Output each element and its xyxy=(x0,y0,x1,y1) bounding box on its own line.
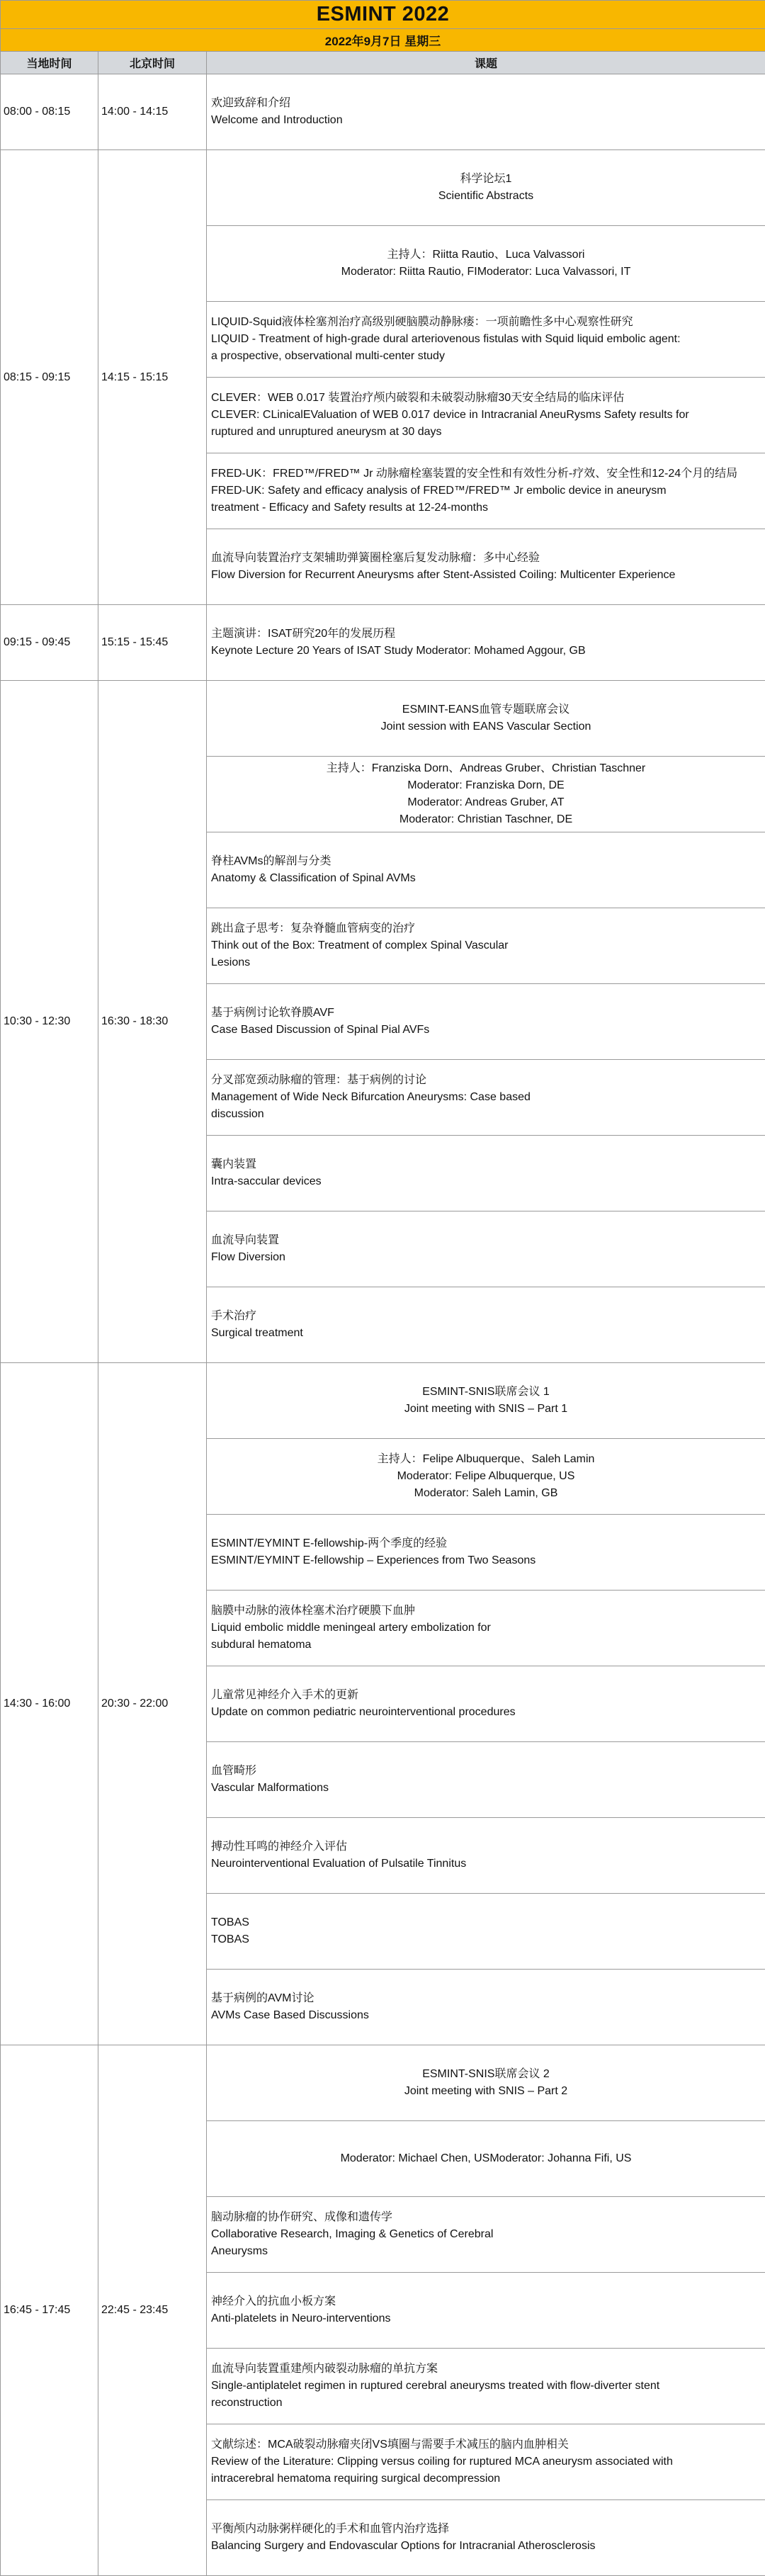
topic-line: 分叉部宽颈动脉瘤的管理：基于病例的讨论 xyxy=(211,1072,761,1089)
topic-line: Management of Wide Neck Bifurcation Aneurysms: Case based xyxy=(211,1089,761,1106)
topic-cell xyxy=(207,2424,765,2500)
topic-line: ESMINT/EYMINT E-fellowship – Experiences from Two Seasons xyxy=(211,1552,761,1569)
session-heading-cell xyxy=(207,2121,765,2197)
topic-line: 儿童常见神经介入手术的更新 xyxy=(211,1687,761,1704)
topic-line: Anatomy & Classification of Spinal AVMs xyxy=(211,870,761,887)
topic-line: 主持人：Felipe Albuquerque、Saleh Lamin xyxy=(211,1451,761,1468)
topic-line: 平衡颅内动脉粥样硬化的手术和血管内治疗选择 xyxy=(211,2521,761,2538)
topic-line: Lesions xyxy=(211,954,761,971)
schedule-date: 2022年9月7日 星期三 xyxy=(1,29,765,52)
topic-line: 基于病例讨论软脊膜AVF xyxy=(211,1005,761,1022)
topic-line: 科学论坛1 xyxy=(211,171,761,188)
topic-line: Flow Diversion for Recurrent Aneurysms after Stent-Assisted Coiling: Multicenter Experience xyxy=(211,567,761,584)
topic-line: Case Based Discussion of Spinal Pial AVFs xyxy=(211,1022,761,1039)
topic-line: 脑膜中动脉的液体栓塞术治疗硬膜下血肿 xyxy=(211,1603,761,1620)
topic-cell xyxy=(207,1211,765,1287)
topic-line: Collaborative Research, Imaging & Genetics of Cerebral xyxy=(211,2226,761,2243)
topic-line: Anti-platelets in Neuro-interventions xyxy=(211,2310,761,2327)
topic-line: 血管畸形 xyxy=(211,1763,761,1780)
table-row xyxy=(1,1363,765,1439)
topic-line: Joint session with EANS Vascular Section xyxy=(211,718,761,735)
topic-line: Neurointerventional Evaluation of Pulsatile Tinnitus xyxy=(211,1855,761,1872)
table-row xyxy=(1,74,765,150)
table-row xyxy=(1,2045,765,2121)
session-heading-cell xyxy=(207,150,765,226)
topic-line: CLEVER: CLinicalEValuation of WEB 0.017 device in Intracranial AneuRysms Safety results for xyxy=(211,407,761,424)
beijing-time-cell: 22:45 - 23:45 xyxy=(98,2045,207,2576)
topic-line: Joint meeting with SNIS – Part 1 xyxy=(211,1401,761,1418)
topic-line: Moderator: Christian Taschner, DE xyxy=(211,811,761,828)
topic-line: Moderator: Michael Chen, USModerator: Johanna Fifi, US xyxy=(211,2150,761,2167)
topic-cell xyxy=(207,1894,765,1970)
topic-cell xyxy=(207,1742,765,1818)
topic-cell xyxy=(207,378,765,453)
topic-cell xyxy=(207,453,765,529)
local-time-cell: 08:00 - 08:15 xyxy=(1,74,98,150)
topic-cell xyxy=(207,1515,765,1591)
topic-cell xyxy=(207,2349,765,2424)
topic-line: 主题演讲：ISAT研究20年的发展历程 xyxy=(211,626,761,643)
schedule-body xyxy=(1,74,765,2576)
topic-cell xyxy=(207,1060,765,1136)
topic-line: Joint meeting with SNIS – Part 2 xyxy=(211,2083,761,2100)
topic-line: 手术治疗 xyxy=(211,1308,761,1325)
topic-line: Moderator: Andreas Gruber, AT xyxy=(211,794,761,811)
topic-line: FRED-UK: Safety and efficacy analysis of FRED™/FRED™ Jr embolic device in aneurysm xyxy=(211,482,761,499)
local-time-cell: 16:45 - 17:45 xyxy=(1,2045,98,2576)
table-row xyxy=(1,605,765,681)
column-header-beijing-time: 北京时间 xyxy=(98,52,207,74)
beijing-time-cell: 14:15 - 15:15 xyxy=(98,150,207,605)
column-header-local-time: 当地时间 xyxy=(1,52,98,74)
topic-line: 搏动性耳鸣的神经介入评估 xyxy=(211,1838,761,1855)
session-heading-cell xyxy=(207,1439,765,1515)
topic-line: treatment - Efficacy and Safety results at 12-24-months xyxy=(211,499,761,516)
topic-line: Liquid embolic middle meningeal artery embolization for xyxy=(211,1620,761,1637)
topic-cell xyxy=(207,1136,765,1211)
topic-line: CLEVER：WEB 0.017 装置治疗颅内破裂和未破裂动脉瘤30天安全结局的临床评估 xyxy=(211,390,761,407)
topic-line: FRED-UK：FRED™/FRED™ Jr 动脉瘤栓塞装置的安全性和有效性分析-疗效、安全性和12-24个月的结局 xyxy=(211,465,761,482)
topic-cell xyxy=(207,1970,765,2045)
beijing-time-cell: 20:30 - 22:00 xyxy=(98,1363,207,2045)
topic-line: reconstruction xyxy=(211,2395,761,2412)
topic-line: ESMINT-SNIS联席会议 2 xyxy=(211,2066,761,2083)
topic-line: 血流导向装置 xyxy=(211,1232,761,1249)
topic-line: a prospective, observational multi-center study xyxy=(211,348,761,365)
topic-line: 血流导向装置重建颅内破裂动脉瘤的单抗方案 xyxy=(211,2361,761,2378)
topic-cell xyxy=(207,2273,765,2349)
topic-line: Moderator: Franziska Dorn, DE xyxy=(211,777,761,794)
topic-line: Vascular Malformations xyxy=(211,1780,761,1797)
local-time-cell: 14:30 - 16:00 xyxy=(1,1363,98,2045)
topic-line: Flow Diversion xyxy=(211,1249,761,1266)
topic-cell xyxy=(207,74,765,150)
column-header-row xyxy=(1,52,765,74)
topic-line: 囊内装置 xyxy=(211,1156,761,1173)
topic-line: 文献综述：MCA破裂动脉瘤夹闭VS填圈与需要手术减压的脑内血肿相关 xyxy=(211,2436,761,2453)
topic-cell xyxy=(207,1287,765,1363)
topic-line: 脑动脉瘤的协作研究、成像和遗传学 xyxy=(211,2209,761,2226)
beijing-time-cell: 15:15 - 15:45 xyxy=(98,605,207,681)
topic-line: 血流导向装置治疗支架辅助弹簧圈栓塞后复发动脉瘤：多中心经验 xyxy=(211,550,761,567)
beijing-time-cell: 16:30 - 18:30 xyxy=(98,681,207,1363)
topic-line: subdural hematoma xyxy=(211,1637,761,1654)
topic-line: LIQUID - Treatment of high-grade dural arteriovenous fistulas with Squid liquid embolic agent: xyxy=(211,331,761,348)
topic-line: Aneurysms xyxy=(211,2243,761,2260)
topic-line: Review of the Literature: Clipping versus coiling for ruptured MCA aneurysm associated with xyxy=(211,2453,761,2470)
table-row xyxy=(1,681,765,757)
topic-line: 神经介入的抗血小板方案 xyxy=(211,2293,761,2310)
local-time-cell: 08:15 - 09:15 xyxy=(1,150,98,605)
topic-line: ESMINT-EANS血管专题联席会议 xyxy=(211,701,761,718)
topic-line: Balancing Surgery and Endovascular Options for Intracranial Atherosclerosis xyxy=(211,2538,761,2555)
topic-line: ESMINT/EYMINT E-fellowship-两个季度的经验 xyxy=(211,1535,761,1552)
session-heading-cell xyxy=(207,681,765,757)
topic-line: Scientific Abstracts xyxy=(211,188,761,205)
topic-line: Single-antiplatelet regimen in ruptured cerebral aneurysms treated with flow-diverter stent xyxy=(211,2378,761,2395)
topic-line: 跳出盒子思考：复杂脊髓血管病变的治疗 xyxy=(211,920,761,937)
topic-line: LIQUID-Squid液体栓塞剂治疗高级别硬脑膜动静脉瘘：一项前瞻性多中心观察性研究 xyxy=(211,314,761,331)
topic-cell xyxy=(207,1818,765,1894)
session-heading-cell xyxy=(207,757,765,832)
topic-line: TOBAS xyxy=(211,1931,761,1948)
topic-line: Intra-saccular devices xyxy=(211,1173,761,1190)
topic-line: TOBAS xyxy=(211,1914,761,1931)
topic-line: AVMs Case Based Discussions xyxy=(211,2007,761,2024)
topic-cell xyxy=(207,302,765,378)
session-heading-cell xyxy=(207,1363,765,1439)
table-row xyxy=(1,150,765,226)
topic-line: 脊柱AVMs的解剖与分类 xyxy=(211,853,761,870)
topic-line: intracerebral hematoma requiring surgical decompression xyxy=(211,2470,761,2487)
topic-line: 欢迎致辞和介绍 xyxy=(211,95,761,112)
topic-line: 基于病例的AVM讨论 xyxy=(211,1990,761,2007)
session-heading-cell xyxy=(207,2045,765,2121)
topic-line: 主持人：Franziska Dorn、Andreas Gruber、Christian Taschner xyxy=(211,760,761,777)
topic-line: Keynote Lecture 20 Years of ISAT Study Moderator: Mohamed Aggour, GB xyxy=(211,643,761,660)
topic-line: Think out of the Box: Treatment of complex Spinal Vascular xyxy=(211,937,761,954)
topic-cell xyxy=(207,605,765,681)
local-time-cell: 09:15 - 09:45 xyxy=(1,605,98,681)
topic-cell xyxy=(207,984,765,1060)
title-row xyxy=(1,1,765,29)
topic-line: 主持人：Riitta Rautio、Luca Valvassori xyxy=(211,247,761,264)
topic-line: Moderator: Saleh Lamin, GB xyxy=(211,1485,761,1502)
page-title: ESMINT 2022 xyxy=(1,1,765,29)
topic-cell xyxy=(207,832,765,908)
topic-line: Moderator: Riitta Rautio, FIModerator: Luca Valvassori, IT xyxy=(211,264,761,281)
topic-line: discussion xyxy=(211,1106,761,1123)
topic-cell xyxy=(207,908,765,984)
local-time-cell: 10:30 - 12:30 xyxy=(1,681,98,1363)
topic-line: Update on common pediatric neurointerventional procedures xyxy=(211,1704,761,1721)
date-row xyxy=(1,29,765,52)
topic-cell xyxy=(207,2197,765,2273)
topic-line: Moderator: Felipe Albuquerque, US xyxy=(211,1468,761,1485)
topic-line: ESMINT-SNIS联席会议 1 xyxy=(211,1384,761,1401)
session-heading-cell xyxy=(207,226,765,302)
beijing-time-cell: 14:00 - 14:15 xyxy=(98,74,207,150)
topic-cell xyxy=(207,1591,765,1666)
topic-line: Welcome and Introduction xyxy=(211,112,761,129)
topic-cell xyxy=(207,2500,765,2576)
topic-line: ruptured and unruptured aneurysm at 30 days xyxy=(211,424,761,441)
topic-line: Surgical treatment xyxy=(211,1325,761,1342)
topic-cell xyxy=(207,1666,765,1742)
topic-cell xyxy=(207,529,765,605)
column-header-topic: 课题 xyxy=(207,52,765,74)
